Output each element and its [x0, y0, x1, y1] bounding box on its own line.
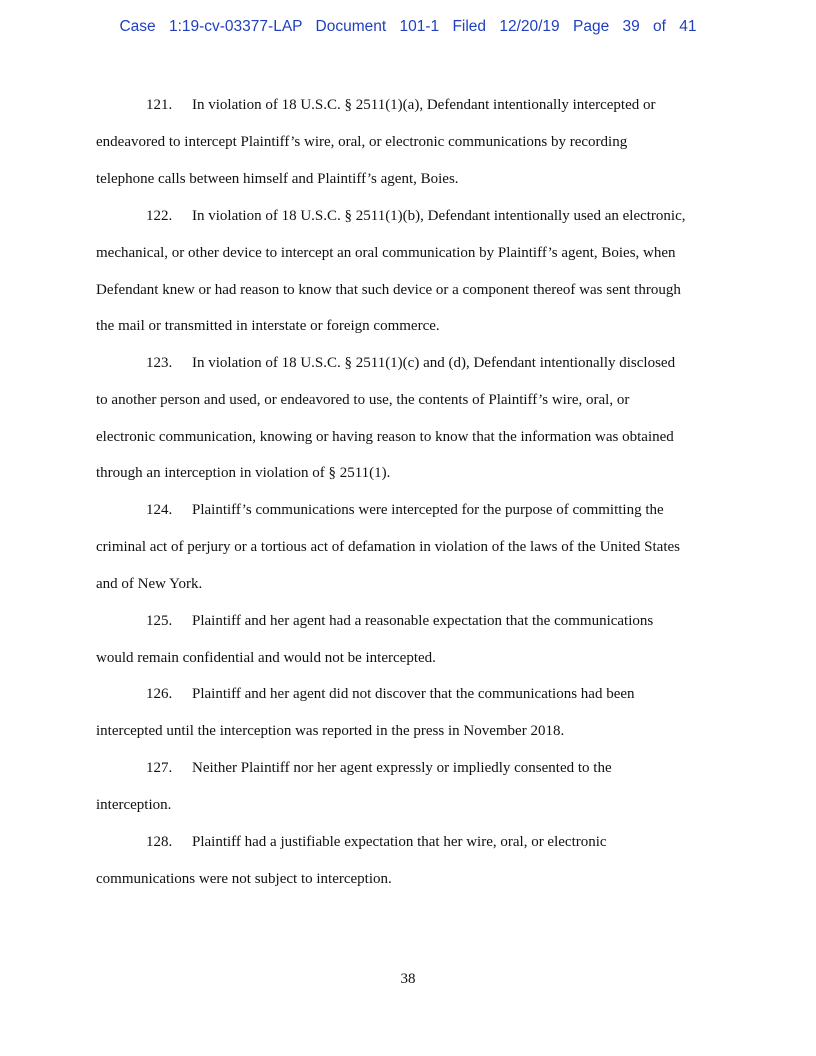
document-number: Document 101-1	[315, 18, 440, 35]
paragraph-128	[96, 824, 722, 898]
paragraph-number: 126.	[146, 686, 173, 702]
paragraph-127	[96, 750, 722, 824]
paragraph-125	[96, 603, 722, 677]
paragraph-121	[96, 87, 722, 197]
paragraph-line: endeavored to intercept Plaintiff’s wire, oral, or electronic communications by recording	[96, 133, 628, 150]
paragraph-123	[96, 345, 722, 492]
paragraph-122	[96, 198, 722, 345]
paragraph-line: and of New York.	[96, 575, 203, 592]
paragraph-line: Neither Plaintiff nor her agent expressly or impliedly consented to the	[192, 760, 612, 776]
paragraph-line: electronic communication, knowing or having reason to know that the information was obtained	[96, 428, 674, 445]
paragraph-line: In violation of 18 U.S.C. § 2511(1)(b), Defendant intentionally used an electronic,	[192, 208, 686, 224]
paragraph-line: through an interception in violation of § 2511(1).	[96, 465, 391, 482]
paragraph-line: would remain confidential and would not be intercepted.	[96, 649, 436, 666]
paragraph-line: to another person and used, or endeavored to use, the contents of Plaintiff’s wire, oral, or	[96, 391, 630, 408]
paragraph-line: criminal act of perjury or a tortious act of defamation in violation of the laws of the United States	[96, 538, 680, 555]
paragraph-number: 128.	[146, 834, 173, 850]
paragraph-line: the mail or transmitted in interstate or foreign commerce.	[96, 318, 440, 335]
paragraph-line: interception.	[96, 796, 172, 813]
paragraph-line: Plaintiff and her agent did not discover that the communications had been	[192, 686, 635, 702]
paragraph-line: In violation of 18 U.S.C. § 2511(1)(c) and (d), Defendant intentionally disclosed	[192, 355, 676, 371]
paragraph-line: telephone calls between himself and Plaintiff’s agent, Boies.	[96, 170, 459, 187]
paragraph-126	[96, 676, 722, 750]
paragraph-line: Defendant knew or had reason to know that such device or a component thereof was sent through	[96, 281, 681, 298]
paragraph-line: intercepted until the interception was reported in the press in November 2018.	[96, 722, 565, 739]
paragraph-line: mechanical, or other device to intercept an oral communication by Plaintiff’s agent, Boies, when	[96, 244, 676, 261]
paragraph-line: Plaintiff and her agent had a reasonable expectation that the communications	[192, 613, 654, 629]
paragraph-number: 121.	[146, 97, 173, 113]
page-count: Page 39 of 41	[573, 18, 697, 35]
case-number: Case 1:19-cv-03377-LAP	[119, 18, 303, 35]
paragraph-line: In violation of 18 U.S.C. § 2511(1)(a), Defendant intentionally intercepted or	[192, 97, 656, 113]
paragraph-number: 122.	[146, 208, 173, 224]
paragraph-line: Plaintiff had a justifiable expectation that her wire, oral, or electronic	[192, 834, 607, 850]
filed-date: Filed 12/20/19	[452, 18, 560, 35]
paragraph-line: Plaintiff’s communications were intercepted for the purpose of committing the	[192, 502, 664, 518]
paragraph-124	[96, 492, 722, 602]
paragraph-number: 125.	[146, 613, 173, 629]
page-number: 38	[400, 971, 416, 987]
case-header	[0, 18, 816, 36]
paragraph-number: 124.	[146, 502, 173, 518]
paragraph-number: 127.	[146, 760, 173, 776]
paragraph-number: 123.	[146, 355, 173, 371]
paragraph-line: communications were not subject to interception.	[96, 870, 392, 887]
